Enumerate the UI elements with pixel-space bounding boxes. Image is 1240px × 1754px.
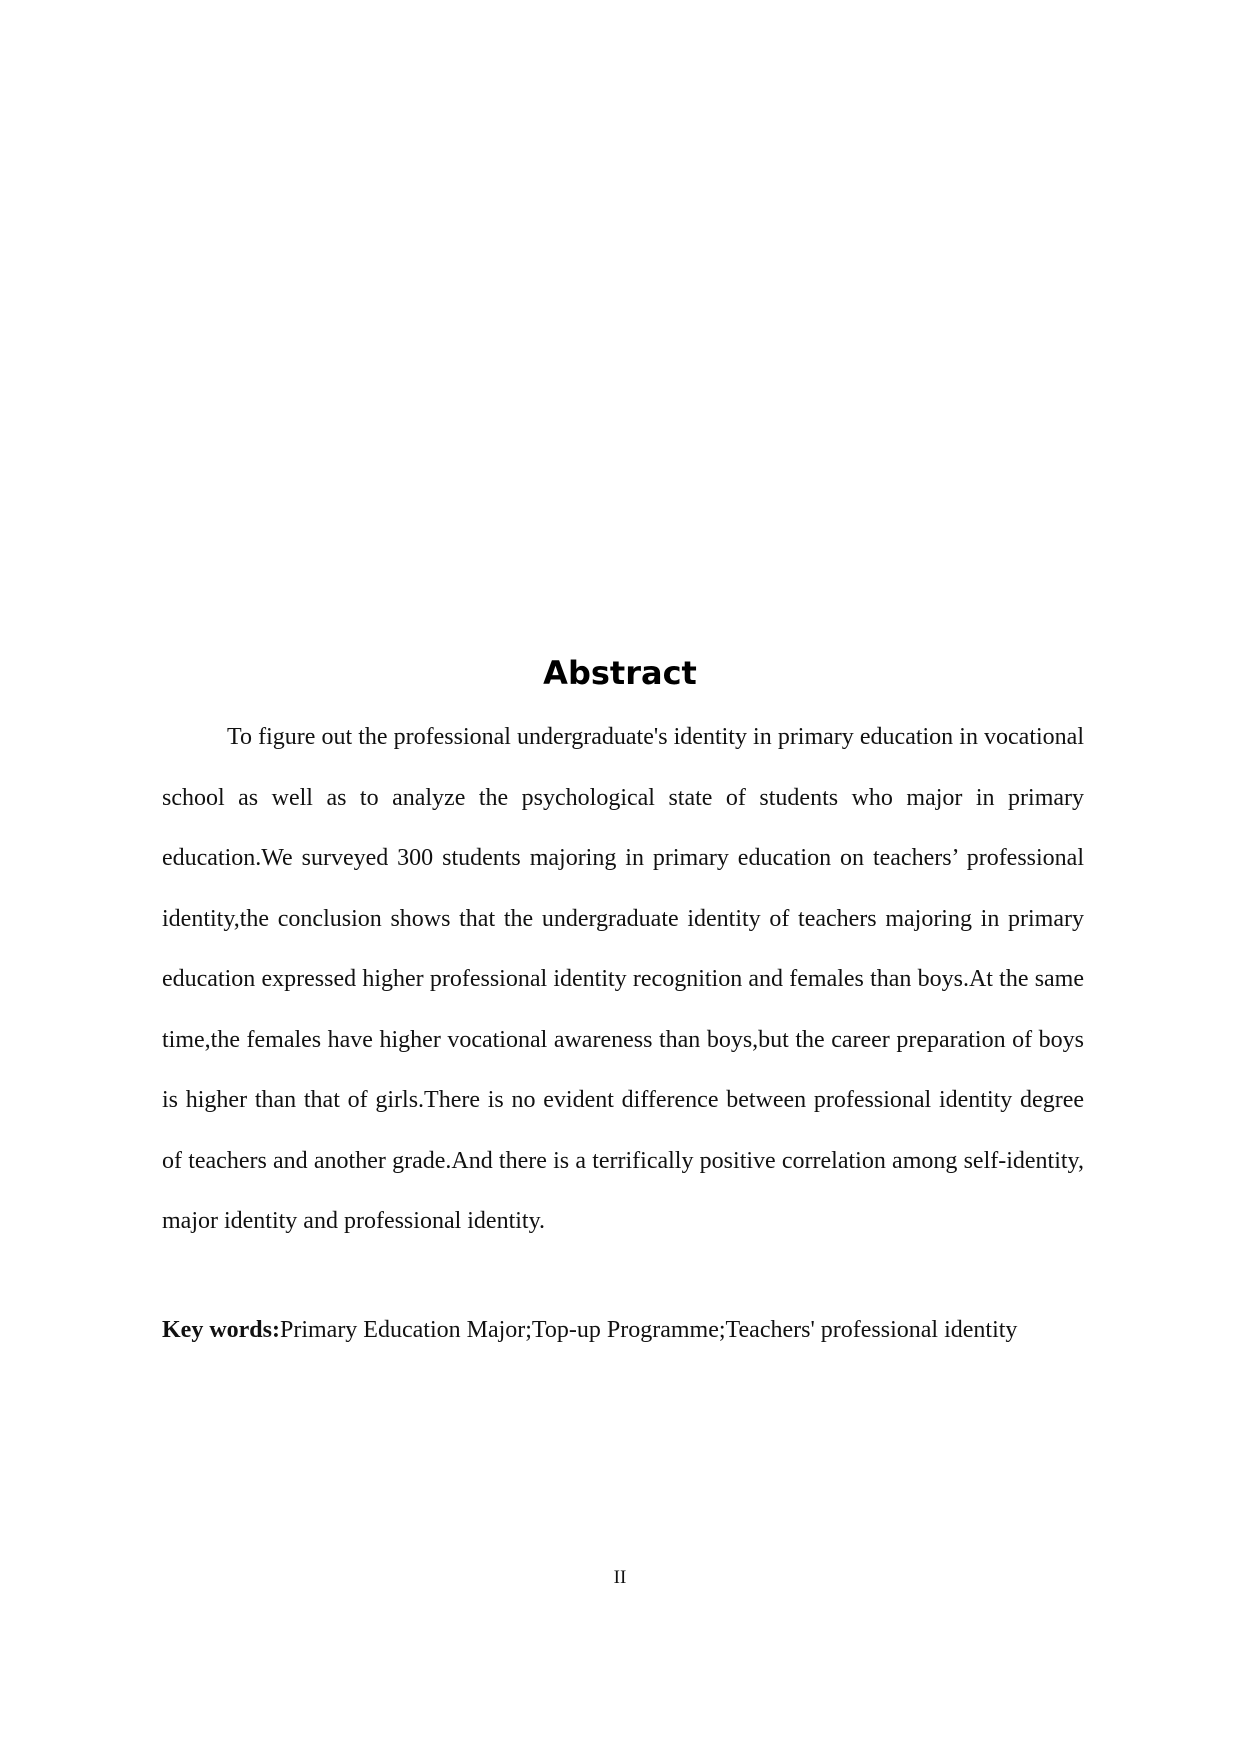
keywords-line [162, 1310, 1102, 1350]
abstract-body: To figure out the professional undergraduate's identity in primary education in vocational school as well as to analyze the psychological state of students who major in primary education.We surveyed 300 students majoring in primary education on teachers’ professional identity,the conclusion shows that the undergraduate identity of teachers majoring in primary education expressed higher professional identity recognition and females than boys.At the same time,the females have higher vocational awareness than boys,but the career preparation of boys is higher than that of girls.There is no evident difference between professional identity degree of teachers and another grade.And there is a terrifically positive correlation among self-identity, major identity and professional identity. [162, 724, 1084, 1234]
keywords-label: Key words: [162, 1317, 280, 1343]
keywords-text: Primary Education Major;Top-up Programme;Teachers' professional identity [279, 1317, 1018, 1343]
abstract-title: Abstract [543, 654, 697, 692]
page-number: II [613, 1567, 627, 1588]
